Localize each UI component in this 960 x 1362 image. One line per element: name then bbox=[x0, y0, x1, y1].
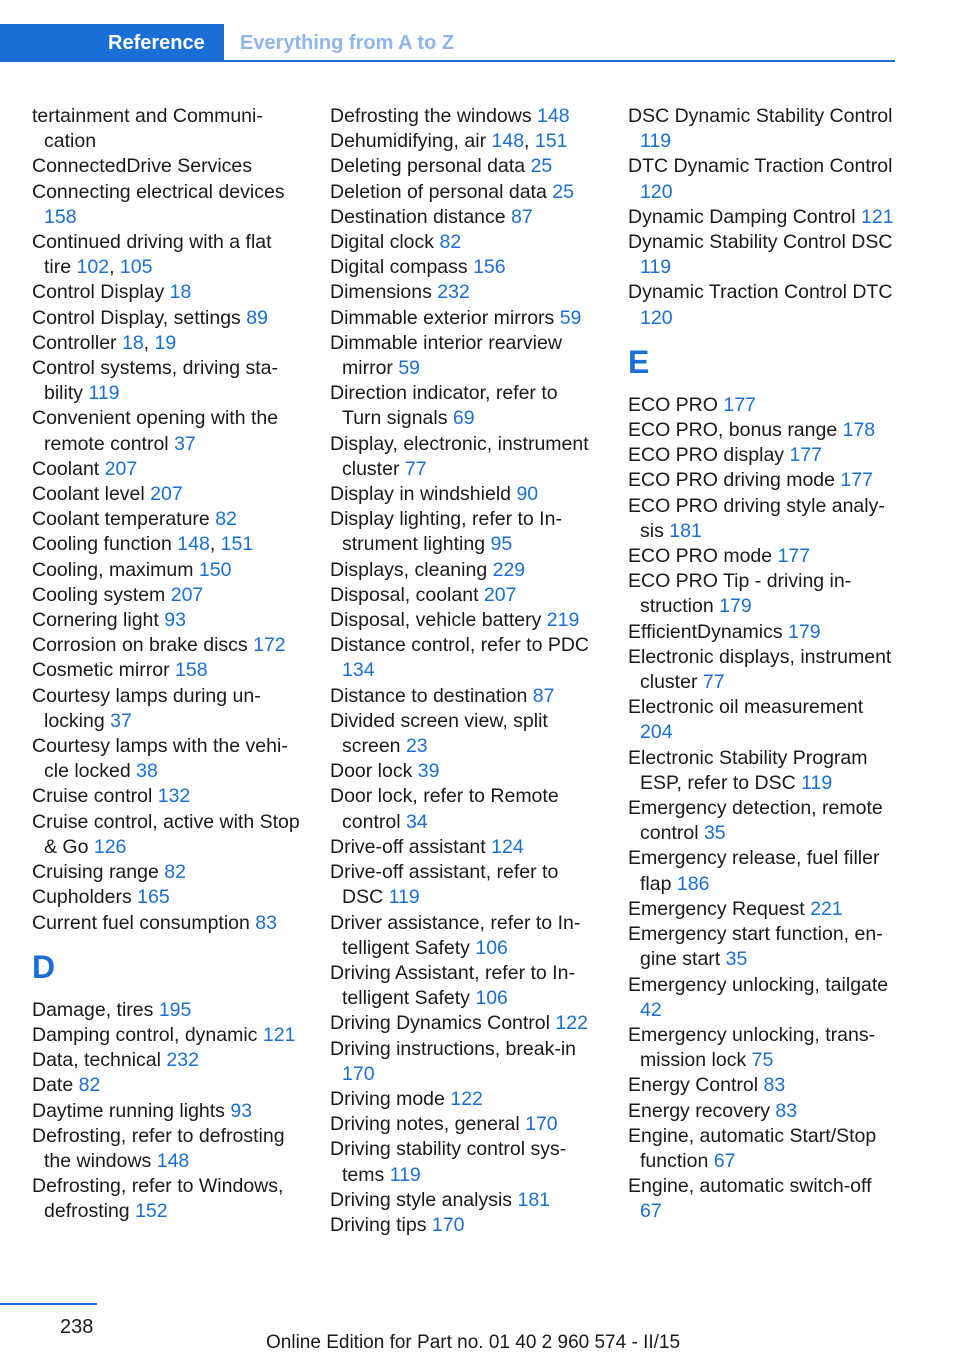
index-entry-term: Driving notes, general bbox=[330, 1113, 520, 1136]
index-entry bbox=[628, 1124, 898, 1174]
index-entry bbox=[32, 633, 302, 658]
index-entry-term: ECO PRO, bonus range bbox=[628, 419, 838, 442]
page-reference-link[interactable]: 121 bbox=[861, 205, 894, 228]
index-entry-term: Direction indicator, refer to Turn signals bbox=[330, 382, 558, 430]
index-entry-term: Driver assistance, refer to Intelligent Safety bbox=[330, 911, 581, 959]
index-entry bbox=[330, 331, 600, 381]
index-entry-term: Distance control, refer to PDC bbox=[330, 634, 590, 657]
index-entry bbox=[32, 734, 302, 784]
index-entry bbox=[330, 709, 600, 759]
index-entry bbox=[330, 1213, 600, 1238]
page-reference-link[interactable]: 122 bbox=[450, 1087, 483, 1110]
index-entry bbox=[628, 1023, 898, 1073]
index-entry bbox=[32, 1023, 302, 1048]
index-entry bbox=[628, 746, 898, 796]
page-reference-link[interactable]: 34 bbox=[405, 810, 428, 833]
index-entry-term: Driving style analysis bbox=[330, 1188, 513, 1211]
index-entry-term: Convenient opening with the remote control bbox=[32, 407, 279, 455]
index-entry bbox=[32, 180, 302, 230]
index-entry-term: Displays, cleaning bbox=[330, 558, 488, 581]
index-entry bbox=[628, 922, 898, 972]
index-entry bbox=[330, 205, 600, 230]
index-entry-term: Drive-off assistant, refer to DSC bbox=[330, 861, 559, 909]
page-reference-link[interactable]: 82 bbox=[78, 1074, 101, 1097]
index-entry-term: Cooling system bbox=[32, 583, 166, 606]
index-entry bbox=[330, 280, 600, 305]
index-entry bbox=[32, 1073, 302, 1098]
index-entry-term: Defrosting, refer to Windows, defrosting bbox=[32, 1175, 284, 1223]
reference-tab-label: Reference bbox=[108, 32, 205, 54]
index-entry: Controller 18, 19 bbox=[32, 331, 177, 354]
page-reference-link[interactable]: 82 bbox=[164, 861, 186, 884]
index-entry-term: Electronic oil measurement bbox=[628, 696, 864, 719]
index-entry bbox=[628, 645, 898, 695]
index-entry bbox=[330, 1188, 600, 1213]
index-entry-term: Control Display, settings bbox=[32, 306, 241, 329]
index-entry bbox=[32, 1048, 302, 1073]
index-entry-term: Cosmetic mirror bbox=[32, 659, 170, 682]
index-entry-term: ConnectedDrive Services bbox=[32, 155, 253, 178]
index-entry-term: Cruise control, active with Stop & Go bbox=[32, 810, 300, 858]
index-entry-term: Deleting personal data bbox=[330, 155, 526, 178]
page-reference-link[interactable]: 172 bbox=[253, 634, 286, 657]
index-entry-term: Cruise control bbox=[32, 785, 153, 808]
index-entry bbox=[330, 558, 600, 583]
index-entry-term: Coolant temperature bbox=[32, 508, 210, 531]
index-column-2 bbox=[330, 104, 600, 1238]
index-entry-term: Deletion of personal data bbox=[330, 180, 547, 203]
page-reference-link[interactable]: 38 bbox=[136, 760, 158, 783]
index-entry-term: Driving Assistant, refer to Intelligent Safety bbox=[330, 961, 575, 1010]
page-reference-link[interactable]: 229 bbox=[492, 558, 526, 581]
index-entry bbox=[32, 1099, 302, 1124]
page-reference-link[interactable]: 18 bbox=[169, 281, 192, 304]
page-reference-link[interactable]: 69 bbox=[452, 407, 475, 430]
index-entry-term: Distance to destination bbox=[330, 684, 528, 707]
index-entry-term: Divided screen view, split screen bbox=[330, 709, 548, 758]
page-reference-link[interactable]: 158 bbox=[175, 659, 208, 682]
page-reference-link[interactable]: 83 bbox=[775, 1099, 798, 1122]
index-entry-term: Engine, automatic Start/Stop function bbox=[628, 1124, 877, 1172]
index-entry bbox=[330, 684, 600, 709]
index-entry-term: Energy recovery bbox=[628, 1099, 770, 1122]
index-entry-term: Damage, tires bbox=[32, 998, 154, 1021]
page-reference-link[interactable]: 106 bbox=[475, 987, 508, 1010]
page-reference-link[interactable]: 82 bbox=[439, 231, 462, 254]
index-entry-term: Courtesy lamps with the vehicle locked bbox=[32, 735, 288, 783]
index-entry-term: Display in windshield bbox=[330, 483, 512, 506]
index-entry-term: Driving mode bbox=[330, 1087, 445, 1110]
page-reference-link[interactable]: 23 bbox=[405, 735, 428, 758]
index-entry bbox=[628, 230, 898, 280]
page-reference-link[interactable]: 59 bbox=[398, 357, 421, 380]
page-reference-link[interactable]: 148 bbox=[537, 105, 570, 127]
page-reference-link[interactable]: 18 bbox=[121, 331, 144, 354]
page-reference-link[interactable]: 207 bbox=[170, 583, 204, 606]
index-entry-term: EfficientDynamics bbox=[628, 620, 783, 643]
index-entry-term: Emergency detection, remote control bbox=[628, 797, 883, 845]
index-entry bbox=[32, 356, 302, 406]
index-entry bbox=[32, 406, 302, 456]
index-entry bbox=[628, 1174, 898, 1224]
index-entry bbox=[330, 784, 600, 834]
page-reference-link[interactable]: 39 bbox=[417, 760, 440, 783]
index-entry bbox=[330, 1011, 600, 1036]
index-entry bbox=[330, 633, 600, 683]
index-entry bbox=[628, 1099, 898, 1124]
page-reference-link[interactable]: 93 bbox=[164, 609, 186, 632]
index-entry bbox=[628, 280, 898, 330]
page-reference-link[interactable]: 207 bbox=[150, 483, 183, 506]
index-entry bbox=[32, 998, 302, 1023]
page-reference-link[interactable]: 158 bbox=[44, 205, 77, 228]
index-entry-term: Dynamic Stability Control DSC bbox=[628, 231, 893, 254]
page-reference-link[interactable]: 120 bbox=[640, 180, 673, 203]
page-reference-link[interactable]: 170 bbox=[431, 1213, 465, 1236]
index-entry-term: Dynamic Traction Control DTC bbox=[628, 281, 893, 304]
index-entry-term: ECO PRO driving mode bbox=[628, 469, 835, 492]
index-entry-term: Defrosting, refer to defrosting the windows bbox=[32, 1124, 285, 1172]
index-entry bbox=[330, 860, 600, 910]
index-entry bbox=[32, 154, 302, 179]
page-reference-link[interactable]: 204 bbox=[640, 721, 673, 744]
page-reference-link[interactable]: 83 bbox=[763, 1074, 786, 1097]
page-reference-link[interactable]: 170 bbox=[342, 1062, 375, 1085]
index-entry-term: Daytime running lights bbox=[32, 1099, 225, 1122]
page-reference-link[interactable]: 82 bbox=[215, 508, 237, 531]
index-entry bbox=[628, 468, 898, 493]
index-entry-term: Cornering light bbox=[32, 609, 159, 632]
index-entry-term: Display, electronic, instrument cluster bbox=[330, 432, 589, 480]
page-reference-link[interactable]: 35 bbox=[703, 822, 726, 845]
page-reference-link[interactable]: 102 bbox=[76, 256, 110, 279]
page-reference-link[interactable]: 119 bbox=[801, 771, 833, 794]
page-reference-link[interactable]: 19 bbox=[154, 331, 177, 354]
index-entry bbox=[32, 1124, 302, 1174]
index-entry-term: Drive-off assistant bbox=[330, 835, 486, 858]
page-reference-link[interactable]: 150 bbox=[198, 558, 232, 581]
page-reference-link[interactable]: 106 bbox=[475, 936, 508, 959]
index-entry bbox=[32, 457, 302, 482]
index-column-1 bbox=[32, 104, 302, 1225]
page-number: 238 bbox=[60, 1316, 94, 1338]
index-entry-term: Disposal, vehicle battery bbox=[330, 609, 542, 632]
index-entry bbox=[330, 104, 600, 129]
page-reference-link[interactable]: 119 bbox=[388, 886, 420, 909]
page-reference-link[interactable]: 120 bbox=[640, 306, 673, 329]
index-entry bbox=[330, 583, 600, 608]
index-entry bbox=[32, 810, 302, 860]
page-reference-link[interactable]: 42 bbox=[640, 998, 662, 1021]
reference-tab[interactable] bbox=[0, 24, 224, 62]
index-entry bbox=[628, 418, 898, 443]
index-entry bbox=[32, 306, 302, 331]
page-reference-link[interactable]: 67 bbox=[713, 1149, 736, 1172]
page-reference-link[interactable]: 151 bbox=[220, 533, 254, 556]
index-entry bbox=[330, 230, 600, 255]
index-entry-term: ECO PRO Tip - driving instruction bbox=[628, 570, 852, 618]
index-entry bbox=[330, 835, 600, 860]
index-entry bbox=[330, 1037, 600, 1087]
index-entry-term: Courtesy lamps during unlocking bbox=[32, 684, 261, 732]
page-reference-link[interactable]: 156 bbox=[473, 256, 506, 279]
index-entry-term: Digital clock bbox=[330, 231, 435, 254]
index-entry-term: Driving tips bbox=[330, 1213, 427, 1236]
index-entry bbox=[330, 381, 600, 431]
index-letter-heading: D bbox=[32, 948, 56, 985]
index-entry-term: tertainment and Communication bbox=[32, 105, 263, 153]
index-entry-term: Coolant level bbox=[32, 483, 145, 506]
index-entry-term: Door lock, refer to Remote control bbox=[330, 785, 559, 833]
page-reference-link[interactable]: 181 bbox=[517, 1188, 551, 1211]
page-reference-link[interactable]: 119 bbox=[389, 1163, 421, 1186]
index-entry-term: Data, technical bbox=[32, 1049, 161, 1072]
index-entry bbox=[628, 393, 898, 418]
page-reference-link[interactable]: 59 bbox=[559, 306, 582, 329]
index-entry bbox=[330, 306, 600, 331]
index-entry-term: Emergency start function, engine start bbox=[628, 923, 883, 971]
index-entry bbox=[330, 961, 600, 1011]
page-reference-link[interactable]: 148 bbox=[156, 1149, 190, 1172]
index-entry bbox=[628, 569, 898, 619]
index-entry-term: Emergency unlocking, tailgate bbox=[628, 973, 889, 996]
page-reference-link[interactable]: 37 bbox=[110, 709, 132, 732]
index-entry-term: Disposal, coolant bbox=[330, 583, 479, 606]
index-entry-term: ECO PRO driving style analysis bbox=[628, 494, 885, 542]
index-entry bbox=[628, 494, 898, 544]
index-entry bbox=[32, 558, 302, 583]
page-reference-link[interactable]: 181 bbox=[669, 519, 702, 542]
page-reference-link[interactable]: 87 bbox=[532, 684, 555, 707]
page-reference-link[interactable]: 67 bbox=[640, 1200, 662, 1223]
section-title: Everything from A to Z bbox=[240, 32, 455, 54]
index-entry bbox=[628, 796, 898, 846]
index-entry-term: Controller bbox=[32, 331, 117, 354]
index-entry bbox=[32, 583, 302, 608]
page-reference-link[interactable]: 87 bbox=[511, 205, 533, 228]
index-entry bbox=[330, 911, 600, 961]
index-entry-term: Control Display bbox=[32, 281, 165, 304]
page-reference-link[interactable]: 152 bbox=[135, 1200, 168, 1223]
page-reference-link[interactable]: 186 bbox=[676, 872, 710, 895]
index-entry bbox=[330, 507, 600, 557]
page-reference-link[interactable]: 83 bbox=[255, 911, 277, 934]
page-reference-link[interactable]: 179 bbox=[788, 620, 821, 643]
page-reference-link[interactable]: 177 bbox=[840, 469, 873, 492]
index-column-3 bbox=[628, 104, 898, 1225]
index-entry bbox=[330, 1137, 600, 1187]
page-reference-link[interactable]: 122 bbox=[555, 1012, 588, 1035]
index-entry bbox=[628, 695, 898, 745]
index-entry-term: Engine, automatic switch-off bbox=[628, 1175, 872, 1198]
index-entry-term: Dimmable interior rearview mirror bbox=[330, 331, 562, 380]
edition-footer: Online Edition for Part no. 01 40 2 960 574 - II/15 bbox=[266, 1332, 681, 1353]
index-entry-term: Energy Control bbox=[628, 1074, 759, 1097]
index-entry-term: Defrosting the windows bbox=[330, 105, 532, 127]
index-entry bbox=[32, 280, 302, 305]
page-header bbox=[0, 24, 895, 62]
index-entry bbox=[330, 432, 600, 482]
index-entry-term: Cooling function bbox=[32, 533, 172, 556]
index-entry-term: Cupholders bbox=[32, 886, 132, 909]
index-entry-term: Emergency Request bbox=[628, 897, 805, 920]
index-entry bbox=[32, 784, 302, 809]
page-reference-link[interactable]: 207 bbox=[483, 583, 517, 606]
index-entry bbox=[628, 205, 898, 230]
index-entry-term: Door lock bbox=[330, 760, 413, 783]
page-reference-link[interactable]: 77 bbox=[702, 671, 725, 694]
page-reference-link[interactable]: 221 bbox=[810, 897, 843, 920]
page-reference-link[interactable]: 119 bbox=[640, 256, 672, 279]
index-entry bbox=[32, 507, 302, 532]
index-entry-term: Destination distance bbox=[330, 205, 506, 228]
index-entry bbox=[628, 443, 898, 468]
index-letter-heading: E bbox=[628, 343, 650, 380]
page-reference-link[interactable]: 93 bbox=[230, 1099, 253, 1122]
index-entry bbox=[628, 154, 898, 204]
index-entry bbox=[628, 973, 898, 1023]
page-reference-link[interactable]: 25 bbox=[552, 180, 574, 203]
page-reference-link[interactable]: 165 bbox=[137, 886, 170, 909]
index-entry-term: Electronic Stability Program ESP, refer to DSC bbox=[628, 746, 868, 794]
index-entry bbox=[32, 911, 302, 936]
index-entry bbox=[32, 104, 302, 154]
header-rule bbox=[0, 60, 895, 62]
index-entry bbox=[330, 180, 600, 205]
index-entry-term: Dimmable exterior mirrors bbox=[330, 306, 555, 329]
index-entry bbox=[330, 1112, 600, 1137]
index-entry bbox=[330, 154, 600, 179]
index-entry-term: Connecting electrical devices bbox=[32, 180, 285, 203]
index-entry-term: Dimensions bbox=[330, 281, 432, 304]
page-reference-link[interactable]: 232 bbox=[437, 281, 470, 304]
page-reference-link[interactable]: 119 bbox=[640, 130, 672, 153]
index-entry-term: Emergency release, fuel filler flap bbox=[628, 847, 880, 895]
index-entry bbox=[32, 608, 302, 633]
index-entry-term: Dehumidifying, air bbox=[330, 130, 487, 153]
index-entry bbox=[330, 255, 600, 280]
page-reference-link[interactable]: 95 bbox=[490, 533, 513, 556]
index-entry-term: Control systems, driving stability bbox=[32, 357, 278, 405]
page-reference-link[interactable]: 177 bbox=[723, 393, 756, 416]
index-entry-term: DSC Dynamic Stability Control bbox=[628, 105, 893, 127]
index-entry bbox=[628, 544, 898, 569]
index-entry-term: DTC Dynamic Traction Control bbox=[628, 155, 893, 178]
page-reference-link[interactable]: 148 bbox=[491, 130, 525, 153]
page-reference-link[interactable]: 170 bbox=[525, 1113, 558, 1136]
index-entry bbox=[628, 897, 898, 922]
page-reference-link[interactable]: 90 bbox=[516, 483, 539, 506]
index-entry-term: Driving instructions, break-in bbox=[330, 1037, 577, 1060]
index-entry bbox=[32, 860, 302, 885]
page-reference-link[interactable]: 151 bbox=[534, 130, 568, 153]
page-reference-link[interactable]: 195 bbox=[158, 998, 192, 1021]
page-reference-link[interactable]: 126 bbox=[93, 835, 127, 858]
index-entry-term: Cooling, maximum bbox=[32, 558, 194, 581]
page-reference-link[interactable]: 232 bbox=[166, 1049, 199, 1072]
index-entry-term: Electronic displays, instrument cluster bbox=[628, 645, 892, 694]
index-entry bbox=[330, 608, 600, 633]
index-entry-term: Date bbox=[32, 1074, 74, 1097]
page-reference-link[interactable]: 219 bbox=[546, 609, 580, 632]
index-entry-term: Damping control, dynamic bbox=[32, 1023, 258, 1046]
index-entry bbox=[32, 1174, 302, 1224]
page-reference-link[interactable]: 37 bbox=[174, 432, 196, 455]
page-reference-link[interactable]: 124 bbox=[491, 835, 524, 858]
page-reference-link[interactable]: 177 bbox=[777, 545, 811, 568]
index-entry: Dehumidifying, air 148, 151 bbox=[330, 130, 568, 153]
page-reference-link[interactable]: 75 bbox=[751, 1049, 774, 1072]
index-entry bbox=[330, 482, 600, 507]
page-reference-link[interactable]: 89 bbox=[246, 306, 268, 329]
page-reference-link[interactable]: 77 bbox=[404, 457, 427, 480]
page-reference-link[interactable]: 121 bbox=[262, 1023, 296, 1046]
page-reference-link[interactable]: 25 bbox=[530, 155, 553, 178]
index-entry-term: Cruising range bbox=[32, 861, 159, 884]
index-entry bbox=[330, 1087, 600, 1112]
index-entry-term: Continued driving with a flat tire bbox=[32, 231, 272, 279]
index-entry bbox=[628, 846, 898, 896]
page-reference-link[interactable]: 105 bbox=[119, 256, 153, 279]
index-entry bbox=[628, 1073, 898, 1098]
index-entry-term: ECO PRO bbox=[628, 393, 718, 416]
index-entry-term: Corrosion on brake discs bbox=[32, 634, 248, 657]
index-entry-term: Current fuel consumption bbox=[32, 911, 250, 934]
page-reference-link[interactable]: 134 bbox=[342, 659, 375, 682]
index-entry-term: Display lighting, refer to Instrument lighting bbox=[330, 508, 562, 556]
index-entry-term: ECO PRO mode bbox=[628, 545, 773, 568]
page-reference-link[interactable]: 132 bbox=[157, 785, 191, 808]
index-entry bbox=[32, 482, 302, 507]
page-reference-link[interactable]: 148 bbox=[177, 533, 210, 556]
page-reference-link[interactable]: 35 bbox=[725, 948, 748, 971]
footer-rule bbox=[0, 1303, 97, 1305]
index-entry-term: Dynamic Damping Control bbox=[628, 205, 856, 228]
page-reference-link[interactable]: 119 bbox=[88, 382, 120, 405]
index-entry: Cooling function 148, 151 bbox=[32, 533, 254, 556]
page-reference-link[interactable]: 207 bbox=[104, 457, 138, 480]
page-reference-link[interactable]: 179 bbox=[719, 595, 752, 618]
page-reference-link[interactable]: 177 bbox=[789, 444, 823, 467]
index-entry-term: ECO PRO display bbox=[628, 444, 785, 467]
index-entry bbox=[330, 759, 600, 784]
index-entry-term: Digital compass bbox=[330, 256, 468, 279]
index-entry-term: Emergency unlocking, transmission lock bbox=[628, 1023, 876, 1072]
index-entry-term: Driving stability control systems bbox=[330, 1138, 567, 1186]
index-entry bbox=[628, 620, 898, 645]
index-entry bbox=[32, 658, 302, 683]
index-entry bbox=[32, 885, 302, 910]
index-entry bbox=[32, 684, 302, 734]
page-reference-link[interactable]: 178 bbox=[842, 419, 876, 442]
index-entry-term: Coolant bbox=[32, 457, 100, 480]
index-entry: Continued driving with a flat tire 102, 105 bbox=[32, 231, 272, 279]
index-entry-term: Driving Dynamics Control bbox=[330, 1012, 550, 1035]
index-entry bbox=[628, 104, 898, 154]
